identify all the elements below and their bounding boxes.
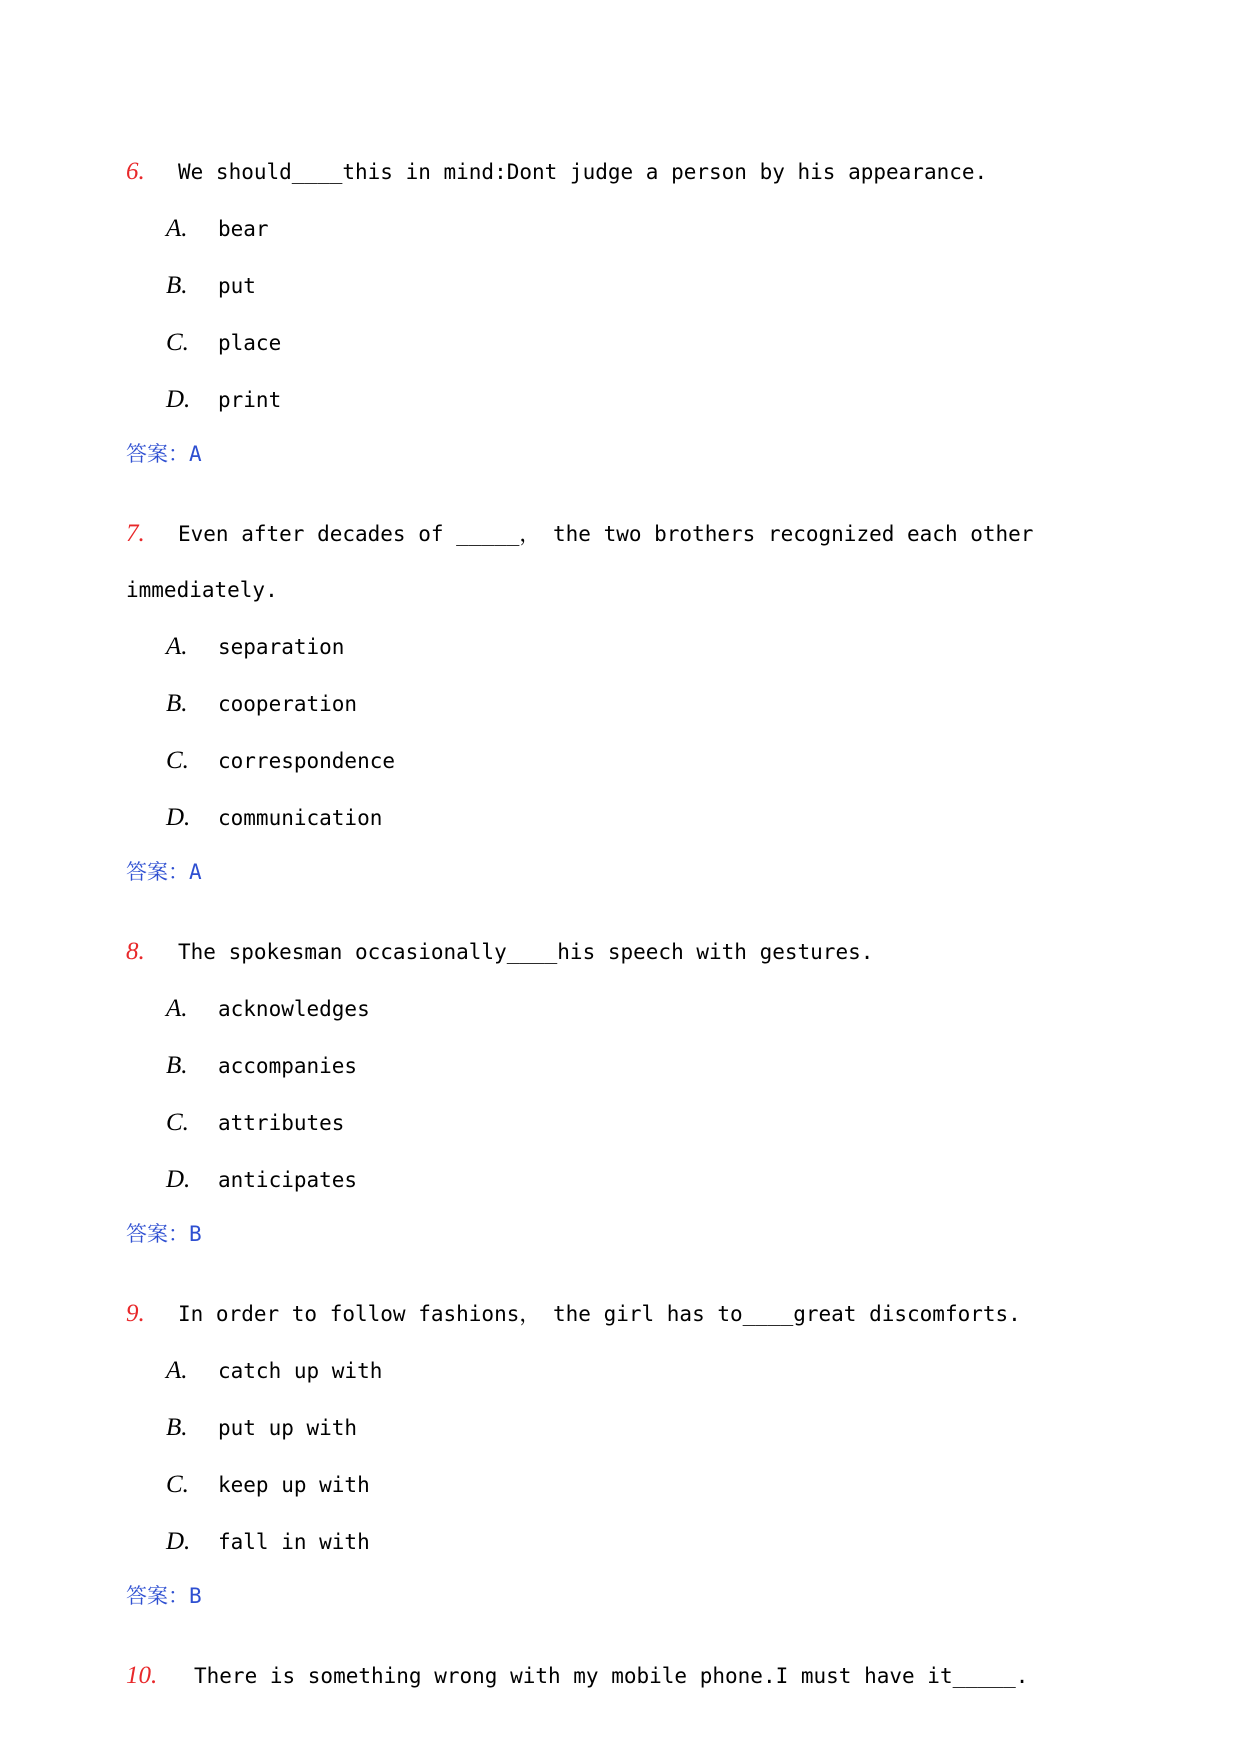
question-6 xyxy=(126,144,1066,480)
option-letter: C. xyxy=(166,329,189,356)
option-c xyxy=(126,732,1066,789)
answer-label: 答案： xyxy=(126,1584,189,1608)
option-c xyxy=(126,1456,1066,1513)
option-b xyxy=(126,675,1066,732)
option-d xyxy=(126,1513,1066,1570)
question-number: 10. xyxy=(126,1662,158,1689)
question-stem xyxy=(126,924,1066,980)
answer-line xyxy=(126,1570,1066,1622)
answer-line xyxy=(126,428,1066,480)
question-number: 9. xyxy=(126,1300,145,1327)
option-letter: A. xyxy=(166,995,188,1022)
question-8 xyxy=(126,924,1066,1260)
option-text: anticipates xyxy=(218,1168,358,1192)
answer-value: A xyxy=(189,860,202,884)
option-c xyxy=(126,314,1066,371)
option-letter: B. xyxy=(166,1414,188,1441)
question-text: There is something wrong with my mobile phone.I must have it_____. xyxy=(194,1664,1029,1688)
answer-value: A xyxy=(189,442,202,466)
option-a xyxy=(126,618,1066,675)
question-stem xyxy=(126,144,1066,200)
option-text: put xyxy=(218,274,256,298)
option-text: bear xyxy=(218,217,269,241)
question-text: The spokesman occasionally____his speech with gestures. xyxy=(178,940,874,964)
option-letter: C. xyxy=(166,1109,189,1136)
option-d xyxy=(126,789,1066,846)
answer-label: 答案： xyxy=(126,442,189,466)
option-text: keep up with xyxy=(218,1473,370,1497)
answer-value: B xyxy=(189,1222,202,1246)
option-text: correspondence xyxy=(218,749,396,773)
option-letter: D. xyxy=(166,1166,191,1193)
option-letter: D. xyxy=(166,386,191,413)
option-text: cooperation xyxy=(218,692,358,716)
option-letter: B. xyxy=(166,690,188,717)
option-letter: A. xyxy=(166,1357,188,1384)
option-text: attributes xyxy=(218,1111,345,1135)
question-stem xyxy=(126,506,1066,618)
option-letter: D. xyxy=(166,1528,191,1555)
option-a xyxy=(126,200,1066,257)
option-letter: B. xyxy=(166,1052,188,1079)
option-a xyxy=(126,1342,1066,1399)
option-letter: A. xyxy=(166,633,188,660)
answer-value: B xyxy=(189,1584,202,1608)
question-stem xyxy=(126,1648,1066,1704)
question-text: In order to follow fashions， the girl has to____great discomforts. xyxy=(178,1302,1021,1326)
option-letter: B. xyxy=(166,272,188,299)
option-text: communication xyxy=(218,806,383,830)
option-b xyxy=(126,257,1066,314)
question-stem xyxy=(126,1286,1066,1342)
option-text: put up with xyxy=(218,1416,358,1440)
option-text: accompanies xyxy=(218,1054,358,1078)
option-letter: C. xyxy=(166,747,189,774)
option-letter: A. xyxy=(166,215,188,242)
option-c xyxy=(126,1094,1066,1151)
question-number: 6. xyxy=(126,158,145,185)
option-a xyxy=(126,980,1066,1037)
question-text: We should____this in mind:Dont judge a person by his appearance. xyxy=(178,160,988,184)
option-text: separation xyxy=(218,635,345,659)
answer-line xyxy=(126,1208,1066,1260)
option-letter: C. xyxy=(166,1471,189,1498)
option-b xyxy=(126,1037,1066,1094)
answer-line xyxy=(126,846,1066,898)
option-letter: D. xyxy=(166,804,191,831)
question-number: 7. xyxy=(126,520,145,547)
option-text: print xyxy=(218,388,282,412)
option-text: acknowledges xyxy=(218,997,370,1021)
option-text: place xyxy=(218,331,282,355)
option-text: fall in with xyxy=(218,1530,370,1554)
question-7 xyxy=(126,506,1066,898)
option-b xyxy=(126,1399,1066,1456)
question-10 xyxy=(126,1648,1066,1704)
answer-label: 答案： xyxy=(126,860,189,884)
option-text: catch up with xyxy=(218,1359,383,1383)
question-text: Even after decades of _____， the two brothers recognized each other immediately. xyxy=(126,522,1047,602)
option-d xyxy=(126,1151,1066,1208)
answer-label: 答案： xyxy=(126,1222,189,1246)
question-9 xyxy=(126,1286,1066,1622)
option-d xyxy=(126,371,1066,428)
question-number: 8. xyxy=(126,938,145,965)
